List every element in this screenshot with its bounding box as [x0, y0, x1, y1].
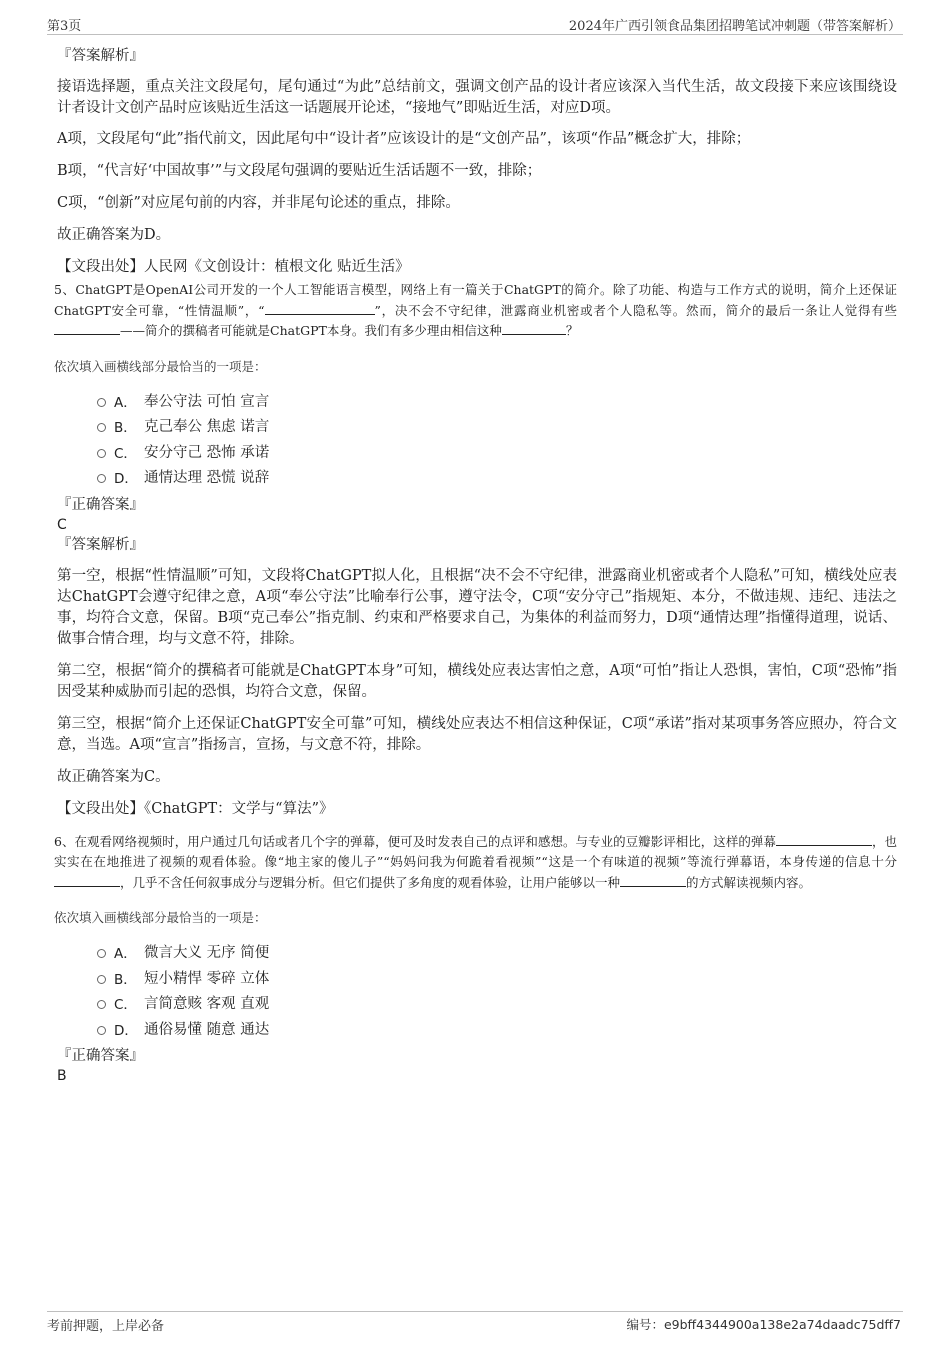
q5-option-c[interactable]: C． 安分守己 恐怖 承诺 — [57, 441, 897, 467]
q6-option-c[interactable]: C． 言简意赅 客观 直观 — [57, 992, 897, 1018]
q4-analysis-paragraph: 接语选择题，重点关注文段尾句，尾句通过“为此”总结前文，强调文创产品的设计者应该深入当代生活，故文段接下来应该围绕设计者设计文创产品时应该贴近生活这一话题展开论述，“接地气”即贴近生活，对应D项。 — [57, 79, 897, 116]
q6-blank-2 — [54, 873, 120, 887]
page-footer — [47, 1311, 903, 1334]
q5-source: 【文段出处】《ChatGPT：文学与“算法”》 — [57, 800, 334, 817]
q5-option-b[interactable]: B． 克己奉公 焦虑 诺言 — [57, 415, 897, 441]
q5-analysis-paragraph: 第一空，根据“性情温顺”可知，文段将ChatGPT拟人化，且根据“决不会不守纪律，泄露商业机密或者个人隐私”可知，横线处应表达ChatGPT会遵守纪律之意，A项“奉公守法”比喻奉行公事，遵守法令，C项“安分守己”指规矩、本分，不做违规、违纪、违法之事，均符合文意，保留。B项“克己奉公”指克制、约束和严格要求自己，为集体的利益而努力，D项“通情达理”指懂得道理，说话、做事合情合理，均与文意不符，排除。 — [57, 567, 897, 647]
q4-analysis-paragraph: B项，“代言好‘中国故事’”与文段尾句强调的要贴近生活话题不一致，排除； — [57, 163, 542, 179]
q5-option-a[interactable]: A． 奉公守法 可怕 宣言 — [57, 390, 897, 416]
radio-icon[interactable] — [97, 1000, 106, 1009]
q4-analysis-label: 『答案解析』 — [57, 48, 144, 64]
footer-slogan: 考前押题，上岸必备 — [47, 1319, 165, 1334]
page-number: 第3页 — [47, 19, 82, 34]
q6-option-b[interactable]: B． 短小精悍 零碎 立体 — [57, 967, 897, 993]
q4-analysis-paragraph: A项，文段尾句“此”指代前文，因此尾句中“设计者”应该设计的是“文创产品”，该项“作品”概念扩大，排除； — [57, 131, 751, 147]
radio-icon[interactable] — [97, 975, 106, 984]
q6-answer: B — [57, 1068, 67, 1084]
q6-option-d[interactable]: D． 通俗易懂 随意 通达 — [57, 1018, 897, 1044]
q6-answer-label: 『正确答案』 — [57, 1048, 144, 1064]
q6-option-a[interactable]: A． 微言大义 无序 简便 — [57, 941, 897, 967]
q4-analysis-paragraph: C项，“创新”对应尾句前的内容，并非尾句论述的重点，排除。 — [57, 195, 460, 211]
q6-options — [57, 941, 897, 1043]
radio-icon[interactable] — [97, 423, 106, 432]
q5-options — [57, 390, 897, 492]
q5-analysis-paragraph: 第二空，根据“简介的撰稿者可能就是ChatGPT本身”可知，横线处应表达害怕之意，A项“可怕”指让人恐惧，害怕，C项“恐怖”指因受某种威胁而引起的恐惧，均符合文意，保留。 — [57, 662, 897, 700]
radio-icon[interactable] — [97, 398, 106, 407]
radio-icon[interactable] — [97, 1026, 106, 1035]
q4-analysis-paragraph: 故正确答案为D。 — [57, 227, 171, 243]
radio-icon[interactable] — [97, 449, 106, 458]
q5-analysis-paragraph: 第三空，根据“简介上还保证ChatGPT安全可靠”可知，横线处应表达不相信这种保证，C项“承诺”指对某项事务答应照办，符合文意，当选。A项“宣言”指扬言，宣扬，与文意不符，排除。 — [57, 715, 897, 753]
document-title: 2024年广西引领食品集团招聘笔试冲刺题（带答案解析） — [568, 19, 901, 34]
document-code: 编号：e9bff4344900a138e2a74daadc75dff7 — [626, 1317, 901, 1332]
document-body — [54, 46, 897, 1086]
q5-instruction: 依次填入画横线部分最恰当的一项是： — [54, 358, 267, 374]
q5-analysis-label: 『答案解析』 — [57, 536, 144, 553]
page-header — [47, 14, 903, 35]
q4-source: 【文段出处】人民网《文创设计：植根文化 贴近生活》 — [57, 259, 410, 275]
q5-option-d[interactable]: D． 通情达理 恐慌 说辞 — [57, 466, 897, 492]
q6-blank-1 — [776, 832, 872, 846]
q5-blank-2 — [54, 321, 120, 335]
radio-icon[interactable] — [97, 474, 106, 483]
q5-stem: 5、ChatGPT是OpenAI公司开发的一个人工智能语言模型，网络上有一篇关于ChatGPT的简介。除了功能、构造与工作方式的说明，简介上还保证ChatGPT安全可靠，“性情温顺”，“ ”，决不会不守纪律，泄露商业机密或者个人隐私等。然而，简介的最后一条让人觉得有些——简介的撰稿者可能就是ChatGPT本身。我们有多少理由相信这种 ？ — [54, 282, 897, 338]
q5-analysis-paragraph: 故正确答案为C。 — [57, 768, 170, 785]
q5-blank-1 — [265, 301, 375, 315]
q5-blank-3 — [502, 321, 566, 335]
q6-instruction: 依次填入画横线部分最恰当的一项是： — [54, 910, 267, 925]
q5-answer-label: 『正确答案』 — [57, 496, 144, 513]
radio-icon[interactable] — [97, 949, 106, 958]
q6-blank-3 — [620, 873, 686, 887]
q6-stem: 6、在观看网络视频时，用户通过几句话或者几个字的弹幕，便可及时发表自己的点评和感想。与专业的豆瓣影评相比，这样的弹幕 ，也实实在在地推进了视频的观看体验。像“地主家的傻儿子”“妈妈问我为何跪着看视频”“这是一个有味道的视频”等流行弹幕语，本身传递的信息十分，几乎不含任何叙事成分与逻辑分析。但它们提供了多角度的观看体验，让用户能够以一种 的方式解读视频内容。 — [54, 833, 897, 890]
q5-answer: C — [57, 516, 67, 533]
